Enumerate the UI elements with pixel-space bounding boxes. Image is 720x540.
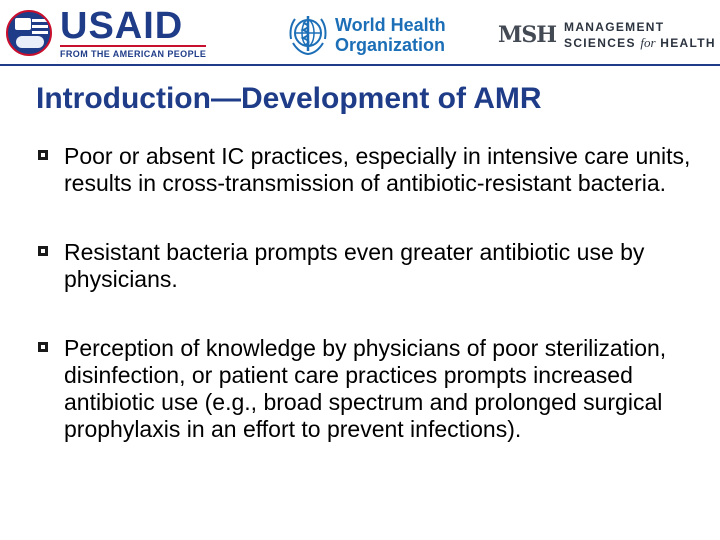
usaid-seal-icon [6, 10, 52, 56]
usaid-logo [6, 5, 207, 59]
who-name-line1: World Health [335, 15, 446, 35]
who-logo [287, 12, 446, 58]
bullet-item [36, 143, 708, 197]
usaid-wordmark: USAID [60, 5, 184, 47]
bullet-text: Poor or absent IC practices, especially in intensive care units, results in cross-transmission of antibiotic-resistant bacteria. [64, 143, 691, 196]
header-divider [0, 64, 720, 66]
bullet-text: Resistant bacteria prompts even greater antibiotic use by physicians. [64, 239, 645, 292]
usaid-tagline: FROM THE AMERICAN PEOPLE [60, 45, 206, 59]
bullet-item [36, 335, 708, 443]
bullet-square-icon [38, 246, 48, 256]
msh-name-line1: MANAGEMENT [564, 20, 665, 34]
msh-logo [498, 16, 716, 54]
msh-mark: MSH [498, 22, 557, 48]
bullet-square-icon [38, 150, 48, 160]
msh-name-line2: SCIENCES for HEALTH [564, 35, 716, 50]
who-emblem-icon [287, 13, 329, 57]
bullet-list [36, 143, 708, 443]
bullet-text: Perception of knowledge by physicians of poor sterilization, disinfection, or patient care practices prompts increased antibiotic use (e.g., broad spectrum and prolonged surgical prophylaxis in an effort to prevent infections). [64, 335, 667, 442]
slide-title: Introduction—Development of AMR [36, 82, 542, 115]
logo-header [0, 0, 720, 66]
bullet-square-icon [38, 342, 48, 352]
who-name-line2: Organization [335, 35, 446, 55]
bullet-item [36, 239, 708, 293]
